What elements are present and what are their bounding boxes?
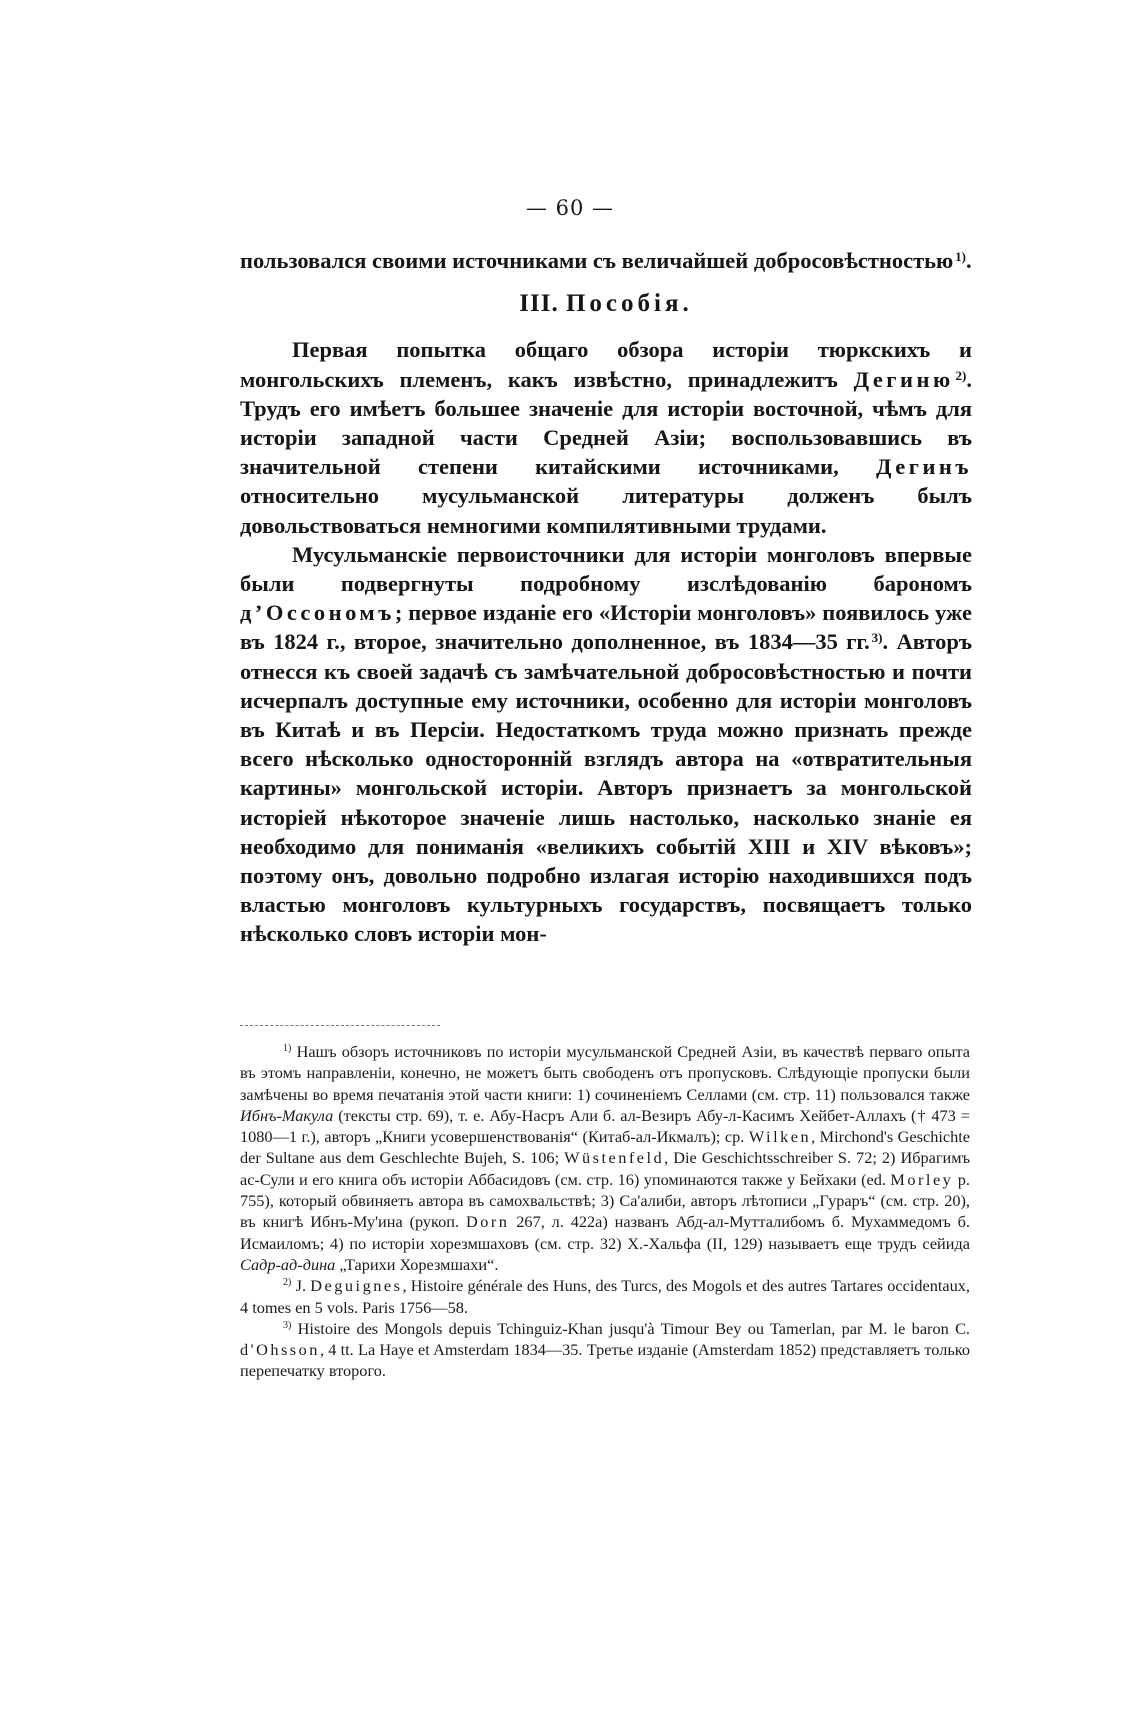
author-name-deguignes: Дегиню bbox=[853, 366, 954, 392]
footnote-1-mark: 1) bbox=[283, 1043, 292, 1054]
footnote-2-name-deguignes: Deguignes bbox=[310, 1276, 403, 1296]
footnote-1-text-m: „Тарихи Хорезмшахи“. bbox=[339, 1254, 499, 1274]
paragraph-1-part-1: Первая попытка общаго обзора исторіи тюркскихъ и монгольскихъ племенъ, какъ извѣстно, принадлежитъ bbox=[240, 337, 972, 392]
footnote-1-name-wustenfeld: Wüstenfeld bbox=[564, 1148, 665, 1168]
footnote-1-text-g: , Die Geschichtsschreiber S. 72; 2) Ибрагимъ ас-Сули и его книга объ исторіи Аббасидовъ (см. стр. 16) упоминаются также у Бейхаки (ed. bbox=[240, 1148, 970, 1189]
footnote-1-name-morley: Morley bbox=[890, 1169, 954, 1189]
page-number: — 60 — bbox=[525, 196, 615, 220]
paragraph-1 bbox=[240, 335, 972, 539]
footnote-1-name-dorn: Dorn bbox=[465, 1212, 510, 1232]
footnote-1-text-c: (тексты стр. 69), т. е. Абу-Насръ Али б. ал-Везиръ Абу-л-Касимъ Хейбет-Аллахъ († 473 = 1080—1 г.), авторъ „Книги усовершенствованія“ (Китаб-ал-Икмалъ); ср. bbox=[240, 1105, 970, 1147]
paragraph-1-part-3: относительно мусульманской литературы долженъ былъ довольствоваться немногими компилятивными трудами. bbox=[240, 483, 972, 538]
continuation-paragraph bbox=[240, 246, 972, 275]
footnote-2-text-a: J. bbox=[295, 1276, 307, 1296]
footnote-3 bbox=[240, 1318, 970, 1382]
continuation-text: пользовался своими источниками съ величайшей добросовѣстностью bbox=[240, 248, 954, 273]
footnote-1-name-wilken: Wilken bbox=[748, 1127, 812, 1147]
footnotes bbox=[240, 1041, 970, 1382]
footnote-1-text-a: Нашъ обзоръ источниковъ по исторіи мусульманской Средней Азіи, въ качествѣ перваго опыта въ этомъ направленіи, конечно, не можетъ быть свободенъ отъ пропусковъ. Слѣдующіе пропуски были замѣчены во время печатанія этой части книги: 1) сочиненіемъ Селлами (см. стр. 11) пользовался также bbox=[240, 1042, 970, 1104]
footnote-1-italic-sadr-ad-din: Садр-ад-дина bbox=[240, 1254, 336, 1274]
footnote-2 bbox=[240, 1275, 970, 1318]
section-title: Пособія. bbox=[565, 290, 693, 318]
footnote-ref-3[interactable]: 3) bbox=[871, 630, 883, 646]
section-numeral: III. bbox=[519, 290, 559, 318]
footnote-1-text-e: , Mirchond's Geschichte der Sultane aus dem Geschlechte Bujeh, S. 106; bbox=[240, 1127, 970, 1168]
author-name-dohsson: д’Оссономъ bbox=[240, 600, 395, 626]
paragraph-2-part-1: Мусульманскіе первоисточники для исторіи монголовъ впервые были подвергнуты подробному изслѣдованію барономъ bbox=[240, 541, 972, 597]
paragraph-2 bbox=[240, 540, 972, 949]
paragraph-1-part-2: . Трудъ его имѣетъ большее значеніе для исторіи восточной, чѣмъ для исторіи западной части Средней Азіи; воспользовавшись въ значительной степени китайскими источниками, bbox=[240, 366, 973, 480]
footnote-1-text-i: p. 755), который обвиняетъ автора въ самохвальствѣ; 3) Са'алиби, авторъ лѣтописи „Гураръ“ (см. стр. 20), въ книгѣ Ибнъ-Му'ина (рукоп. bbox=[240, 1169, 970, 1232]
footnote-3-mark: 3) bbox=[283, 1319, 292, 1331]
footnote-3-text-a: Histoire des Mongols depuis Tchinguiz-Khan jusqu'à Timour Bey ou Tamerlan, par M. le baron C. bbox=[297, 1318, 970, 1338]
footnote-1-italic-ibn-makula: Ибнъ-Макула bbox=[240, 1105, 334, 1125]
footnote-ref-2[interactable]: 2) bbox=[955, 367, 967, 383]
main-text bbox=[240, 246, 972, 949]
footnote-3-name-dohsson: d'Ohsson bbox=[240, 1340, 320, 1360]
footnote-2-mark: 2) bbox=[283, 1277, 292, 1289]
paragraph-2-part-3: . Авторъ отнесся къ своей задачѣ съ замѣчательной добросовѣстностью и почти исчерпалъ доступные ему источники, особенно для исторіи монголовъ въ Китаѣ и въ Персіи. Недостаткомъ труда можно признать прежде всего нѣсколько односторонній взглядъ автора на «отвратительныя картины» монгольской исторіи. Авторъ признаетъ за монгольской исторіей нѣкоторое значеніе лишь настолько, насколько знаніе ея необходимо для пониманія «великихъ событій XIII и XIV вѣковъ»; поэтому онъ, довольно подробно излагая исторію находившихся подъ властью монголовъ культурныхъ государствъ, посвящаетъ только нѣсколько словъ исторіи мон- bbox=[240, 629, 972, 947]
author-name-degin: Дегинъ bbox=[875, 454, 972, 480]
paragraph-2-part-2: ; первое изданіе его «Исторіи монголовъ» появилось уже въ 1824 г., второе, значительно дополненное, въ 1834—35 гг. bbox=[240, 600, 972, 655]
footnote-2-text-c: , Histoire générale des Huns, des Turcs, des Mogols et des autres Tartares occidentaux, 4 tomes en 5 vols. Paris 1756—58. bbox=[240, 1276, 970, 1317]
footnote-divider bbox=[240, 1025, 440, 1026]
continuation-tail: . bbox=[965, 248, 972, 273]
section-heading bbox=[240, 289, 972, 318]
footnote-ref-1[interactable]: 1) bbox=[955, 249, 966, 264]
footnote-1 bbox=[240, 1041, 970, 1275]
footnote-3-text-c: , 4 tt. La Haye et Amsterdam 1834—35. Третье изданіе (Amsterdam 1852) представляетъ только перепечатку второго. bbox=[240, 1340, 970, 1381]
footnote-1-text-k: 267, л. 422a) названъ Абд-ал-Мутталибомъ б. Мухаммедомъ б. Исмаиломъ; 4) по исторіи хорезмшаховъ (см. стр. 32) Х.-Хальфа (II, 129) называетъ еще трудъ сейида bbox=[240, 1212, 970, 1253]
